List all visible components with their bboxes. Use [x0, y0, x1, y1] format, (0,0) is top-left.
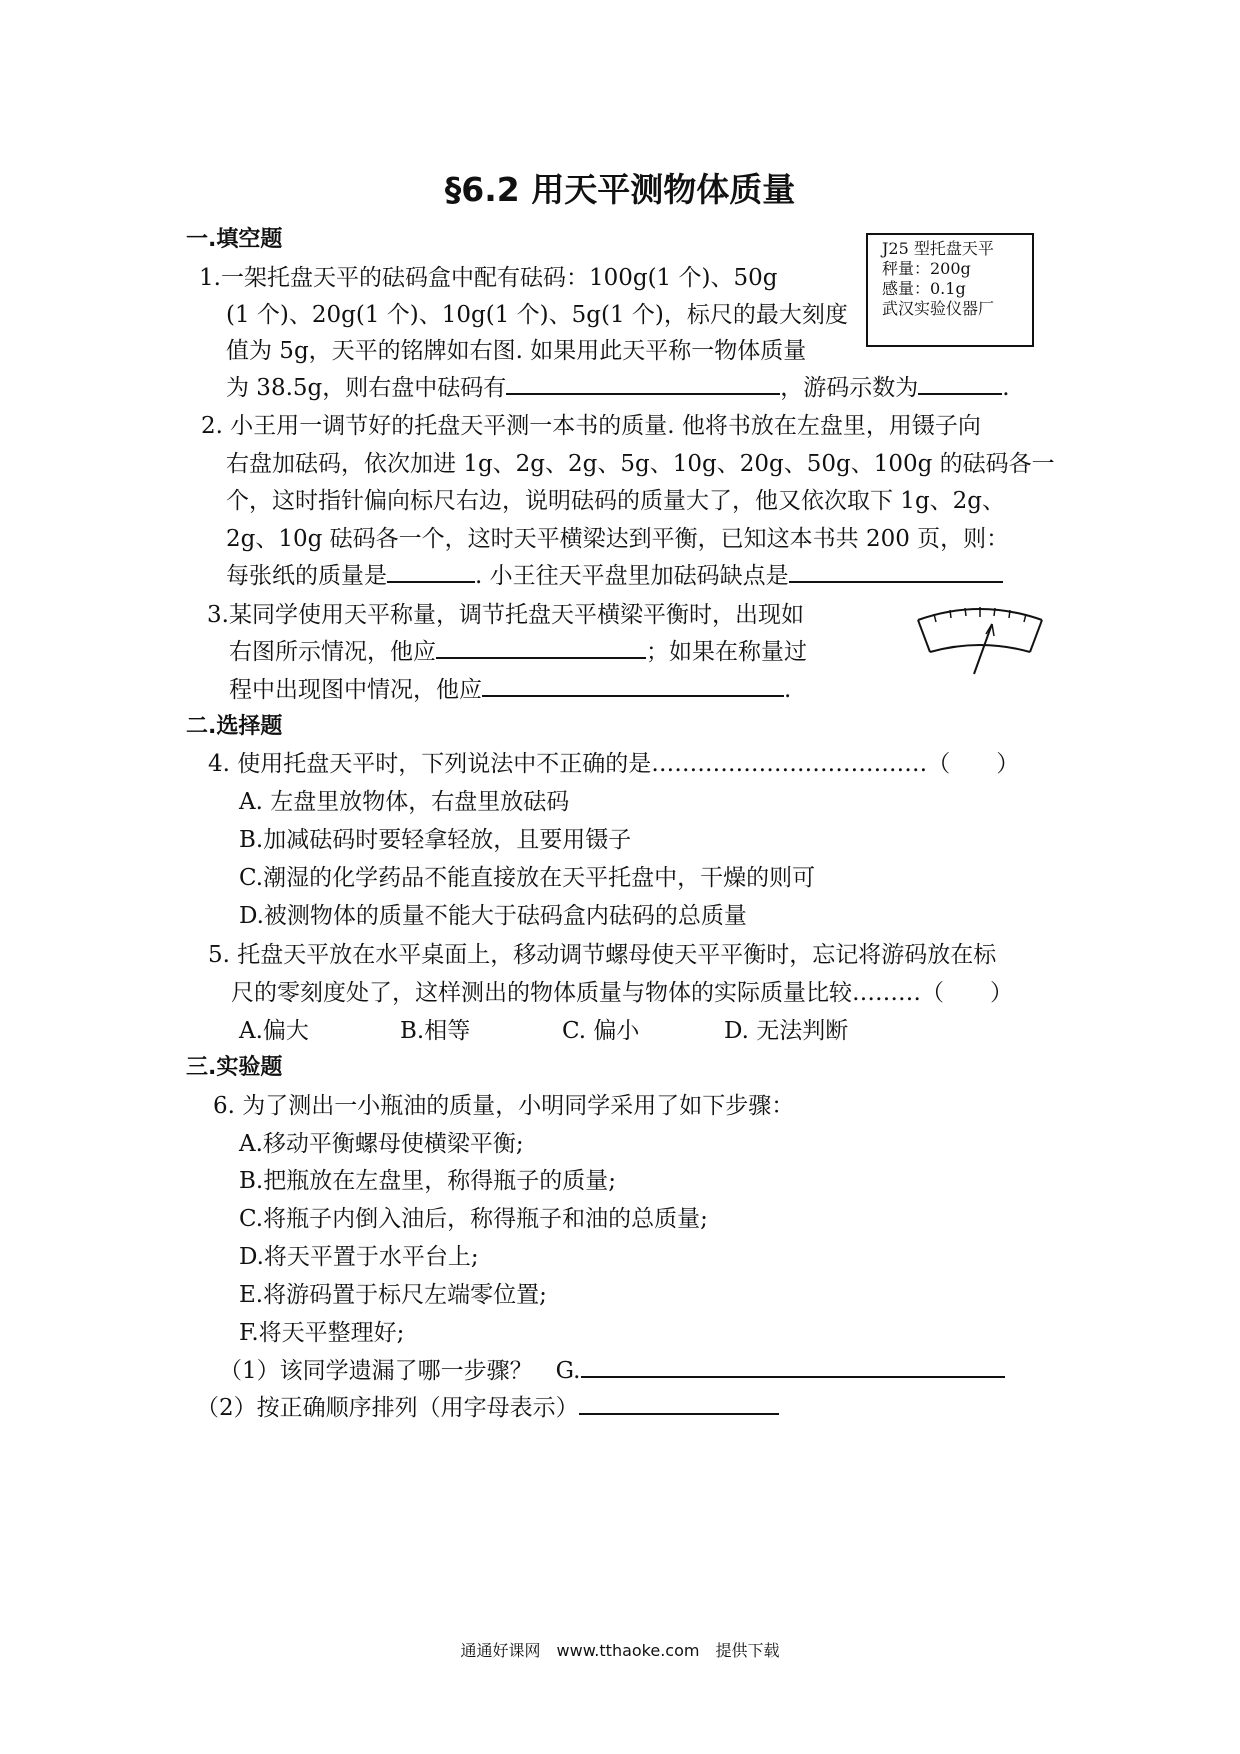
q2-line5-text-a: 每张纸的质量是 [226, 563, 387, 589]
q6-step-f: F.将天平整理好; [239, 1320, 405, 1346]
nameplate-capacity: 秤量：200g [882, 259, 971, 278]
q5-option-c: C. 偏小 [562, 1018, 640, 1044]
scale-arc-bottom [930, 645, 1030, 652]
q6-step-e: E.将游码置于标尺左端零位置; [239, 1282, 547, 1308]
q4-option-c: C.潮湿的化学药品不能直接放在天平托盘中，干燥的则可 [239, 865, 816, 891]
q1-line4-text-c: . [1002, 375, 1010, 401]
q3-line1: 3.某同学使用天平称量，调节托盘天平横梁平衡时，出现如 [207, 602, 804, 628]
q2-line1: 2. 小王用一调节好的托盘天平测一本书的质量. 他将书放在左盘里，用镊子向 [201, 413, 981, 439]
q3-line3-text-b: . [784, 677, 792, 703]
q3-line2-text-b: ；如果在称量过 [646, 639, 807, 665]
scale-left-edge [918, 620, 930, 652]
q5-option-a: A.偏大 [239, 1018, 309, 1044]
q2-line4: 2g、10g 砝码各一个，这时天平横梁达到平衡，已知这本书共 200 页，则： [226, 526, 1010, 552]
page-title: §6.2 用天平测物体质量 [444, 170, 796, 209]
q6-sub1-text: （1）该同学遗漏了哪一步骤？ G. [219, 1358, 581, 1384]
q6-sub2-text: （2）按正确顺序排列（用字母表示） [196, 1395, 579, 1421]
q3-blank-weighing[interactable] [482, 675, 784, 697]
q4-stem: 4. 使用托盘天平时，下列说法中不正确的是………………………………（ ） [208, 751, 1020, 777]
section-choice-heading: 二.选择题 [186, 714, 283, 739]
footer-credit: 通通好课网 www.tthaoke.com 提供下载 [460, 1641, 780, 1660]
q4-option-d: D.被测物体的质量不能大于砝码盒内砝码的总质量 [239, 903, 747, 929]
q1-line4-text-b: ，游码示数为 [780, 375, 919, 401]
nameplate-maker: 武汉实验仪器厂 [882, 299, 995, 318]
q3-line3 [229, 671, 791, 704]
q6-step-b: B.把瓶放在左盘里，称得瓶子的质量; [239, 1168, 616, 1194]
q5-line1: 5. 托盘天平放在水平桌面上，移动调节螺母使天平平衡时，忘记将游码放在标 [208, 942, 997, 968]
q6-step-c: C.将瓶子内倒入油后，称得瓶子和油的总质量; [239, 1206, 708, 1232]
q2-blank-drawback[interactable] [789, 561, 1003, 583]
q2-line5-text-b: . 小王往天平盘里加砝码缺点是 [475, 563, 789, 589]
q2-blank-sheet-mass[interactable] [387, 561, 475, 583]
q1-blank-rider[interactable] [918, 373, 1002, 395]
q5-option-d: D. 无法判断 [724, 1018, 849, 1044]
scale-pointer [974, 624, 992, 674]
scale-ticks [934, 607, 1026, 622]
q3-line2 [229, 633, 807, 666]
section-experiment-heading: 三.实验题 [186, 1055, 283, 1080]
nameplate-model: J25 型托盘天平 [882, 239, 994, 258]
q6-stem: 6. 为了测出一小瓶油的质量，小明同学采用了如下步骤： [213, 1093, 795, 1119]
balance-scale-figure [912, 598, 1052, 678]
q1-line4-text-a: 为 38.5g，则右盘中砝码有 [226, 375, 507, 401]
q4-option-a: A. 左盘里放物体，右盘里放砝码 [239, 789, 570, 815]
q1-line2: (1 个)、20g(1 个)、10g(1 个)、5g(1 个)，标尺的最大刻度 [226, 302, 848, 328]
q2-line5 [226, 557, 1003, 590]
q3-blank-adjust[interactable] [436, 637, 646, 659]
q1-blank-weights[interactable] [506, 373, 780, 395]
q3-line2-text-a: 右图所示情况，他应 [229, 639, 436, 665]
balance-nameplate [866, 233, 1034, 347]
q6-sub1 [219, 1352, 1005, 1385]
section-fill-heading: 一.填空题 [186, 227, 283, 252]
q6-blank-order[interactable] [579, 1393, 779, 1415]
q6-blank-missing-step[interactable] [581, 1356, 1005, 1378]
q5-line2: 尺的零刻度处了，这样测出的物体质量与物体的实际质量比较………（ ） [231, 980, 1013, 1006]
q6-step-a: A.移动平衡螺母使横梁平衡; [239, 1131, 524, 1157]
nameplate-sensitivity: 感量：0.1g [882, 279, 966, 298]
q6-step-d: D.将天平置于水平台上; [239, 1244, 479, 1270]
q2-line2: 右盘加砝码，依次加进 1g、2g、2g、5g、10g、20g、50g、100g 的砝码各一 [226, 451, 1055, 477]
q1-line4 [226, 369, 1010, 402]
q1-line3: 值为 5g，天平的铭牌如右图. 如果用此天平称一物体质量 [226, 338, 807, 364]
q4-option-b: B.加减砝码时要轻拿轻放，且要用镊子 [239, 827, 632, 853]
q6-sub2 [196, 1389, 779, 1422]
scale-right-edge [1030, 620, 1042, 652]
q1-line1: 1.一架托盘天平的砝码盒中配有砝码：100g(1 个)、50g [199, 265, 778, 291]
q3-line3-text-a: 程中出现图中情况，他应 [229, 677, 482, 703]
q5-option-b: B.相等 [400, 1018, 471, 1044]
q2-line3: 个，这时指针偏向标尺右边，说明砝码的质量大了，他又依次取下 1g、2g、 [226, 488, 1006, 514]
